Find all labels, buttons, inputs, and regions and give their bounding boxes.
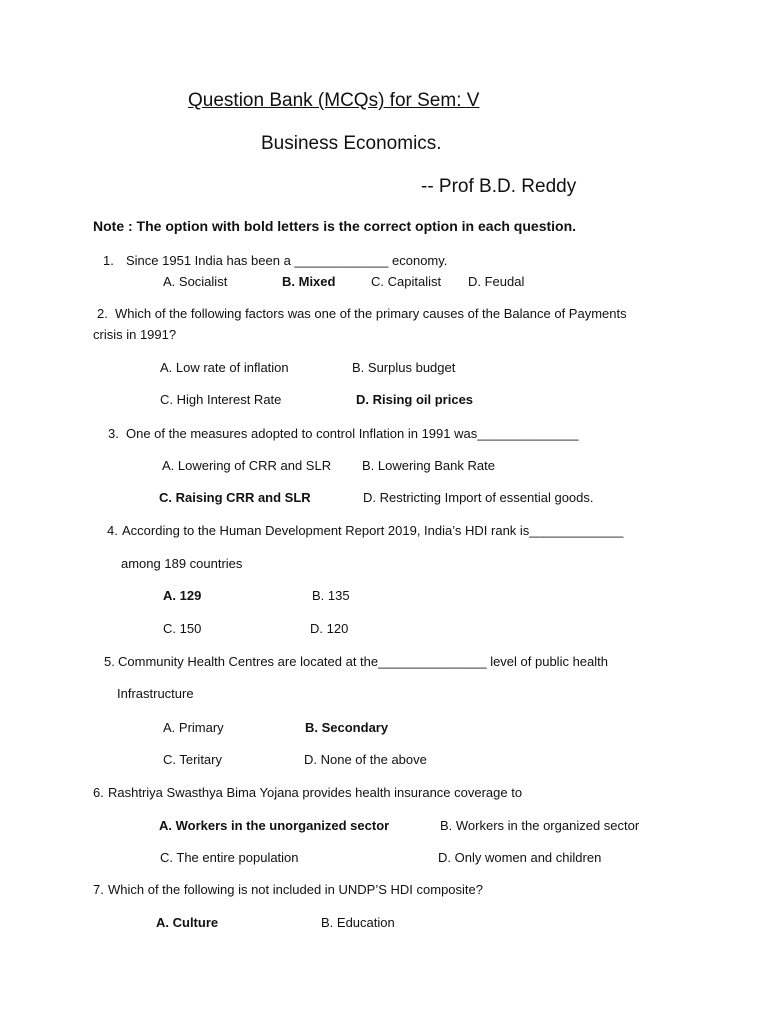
- question-3-option-c: C. Raising CRR and SLR: [159, 490, 311, 505]
- question-2-option-c: C. High Interest Rate: [160, 392, 282, 407]
- question-5-option-a: A. Primary: [163, 720, 224, 735]
- page-title: Question Bank (MCQs) for Sem: V: [188, 90, 480, 111]
- question-6-option-d: D. Only women and children: [438, 850, 602, 865]
- question-4-option-b: B. 135: [312, 588, 350, 603]
- question-6-number: 6.: [93, 785, 104, 800]
- question-6-text: Rashtriya Swasthya Bima Yojana provides health insurance coverage to: [108, 785, 523, 800]
- question-3-text: One of the measures adopted to control Inflation in 1991 was______________: [126, 426, 579, 441]
- question-5-text: Community Health Centres are located at the_______________ level of public health: [118, 654, 608, 669]
- author-name: -- Prof B.D. Reddy: [421, 176, 577, 197]
- question-6-option-a: A. Workers in the unorganized sector: [159, 818, 390, 833]
- question-3-option-a: A. Lowering of CRR and SLR: [162, 458, 332, 473]
- question-1-option-b: B. Mixed: [282, 274, 336, 289]
- question-2-text-cont: crisis in 1991?: [93, 327, 177, 342]
- question-1-option-c: C. Capitalist: [371, 274, 442, 289]
- question-4-text-cont: among 189 countries: [121, 556, 243, 571]
- question-4-text: According to the Human Development Report 2019, India’s HDI rank is_____________: [122, 523, 624, 538]
- question-3-option-b: B. Lowering Bank Rate: [362, 458, 495, 473]
- question-4-option-c: C. 150: [163, 621, 202, 636]
- question-6-option-b: B. Workers in the organized sector: [440, 818, 640, 833]
- question-6-option-c: C. The entire population: [160, 850, 299, 865]
- note: Note : The option with bold letters is the correct option in each question.: [93, 218, 577, 234]
- question-2-text: Which of the following factors was one of the primary causes of the Balance of Payments: [115, 306, 627, 321]
- question-5-number: 5.: [104, 654, 115, 669]
- question-1-text: Since 1951 India has been a _____________ economy.: [126, 253, 448, 268]
- question-7-number: 7.: [93, 882, 104, 897]
- question-2-option-b: B. Surplus budget: [352, 360, 456, 375]
- question-2-number: 2.: [97, 306, 108, 321]
- question-5-option-c: C. Teritary: [163, 752, 222, 767]
- question-3-number: 3.: [108, 426, 119, 441]
- question-2-option-d: D. Rising oil prices: [356, 392, 474, 407]
- question-1-number: 1.: [103, 253, 114, 268]
- question-5-text-cont: Infrastructure: [117, 686, 194, 701]
- question-4-option-d: D. 120: [310, 621, 349, 636]
- question-1-option-d: D. Feudal: [468, 274, 525, 289]
- question-5-option-b: B. Secondary: [305, 720, 389, 735]
- question-7-option-b: B. Education: [321, 915, 395, 930]
- question-7-text: Which of the following is not included in UNDP’S HDI composite?: [108, 882, 484, 897]
- question-4-number: 4.: [107, 523, 118, 538]
- question-2-option-a: A. Low rate of inflation: [160, 360, 289, 375]
- question-3-option-d: D. Restricting Import of essential goods.: [363, 490, 594, 505]
- question-1-option-a: A. Socialist: [163, 274, 228, 289]
- question-7-option-a: A. Culture: [156, 915, 219, 930]
- question-4-option-a: A. 129: [163, 588, 202, 603]
- subject-title: Business Economics.: [261, 133, 442, 154]
- question-5-option-d: D. None of the above: [304, 752, 427, 767]
